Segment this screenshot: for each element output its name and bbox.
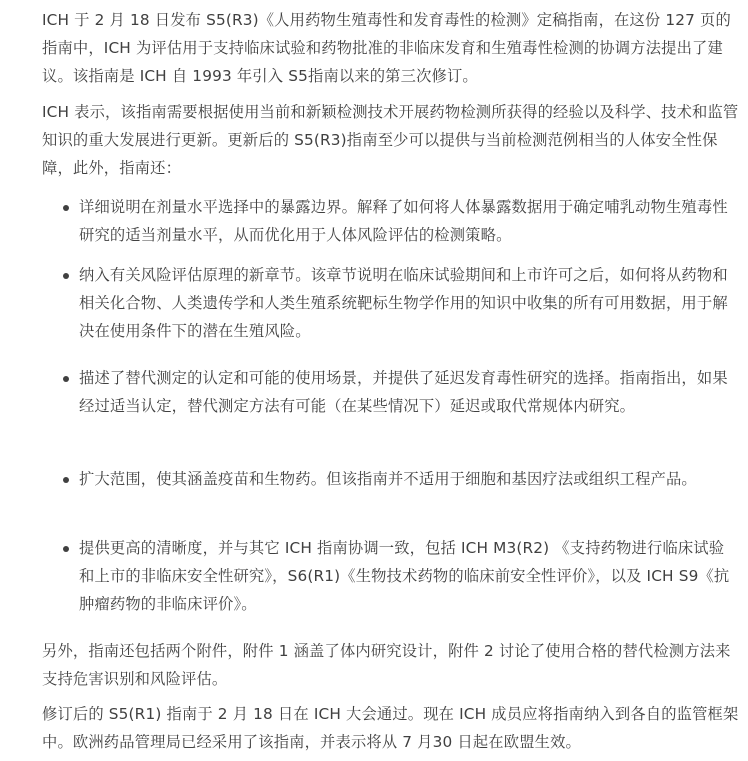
bullet-item-expanded-scope: 扩大范围，使其涵盖疫苗和生物药。但该指南并不适用于细胞和基因疗法或组织工程产品。 [79,470,697,488]
annex-paragraph: 另外，指南还包括两个附件，附件 1 涵盖了体内研究设计，附件 2 讨论了使用合格的替代检测方法来支持危害识别和风险评估。 [42,642,731,688]
bullet-dot [63,273,69,279]
adoption-paragraph: 修订后的 S5(R1) 指南于 2 月 18 日在 ICH 大会通过。现在 ICH 成员应将指南纳入到各自的监管框架中。欧洲药品管理局已经采用了该指南，并表示将从 7 月30 日起在欧盟生效。 [42,705,739,751]
bullet-dot [63,376,69,382]
bullet-dot [63,546,69,552]
bullet-dot [63,205,69,211]
bullet-item-harmonization: 提供更高的清晰度，并与其它 ICH 指南协调一致，包括 ICH M3(R2) 《支持药物进行临床试验和上市的非临床安全性研究》，S6(R1)《生物技术药物的临床前安全性评价》，以及 ICH S9《抗肿瘤药物的非临床评价》。 [79,539,730,613]
statement-paragraph: ICH 表示，该指南需要根据使用当前和新颖检测技术开展药物检测所获得的经验以及科学、技术和监管知识的重大发展进行更新。更新后的 S5(R3)指南至少可以提供与当前检测范例相当的人体安全性保障，此外，指南还： [42,103,739,177]
bullet-item-risk-assessment: 纳入有关风险评估原理的新章节。该章节说明在临床试验期间和上市许可之后，如何将从药物和相关化合物、人类遗传学和人类生殖系统靶标生物学作用的知识中收集的所有可用数据，用于解决在使用条件下的潜在生殖风险。 [79,266,728,340]
intro-paragraph: ICH 于 2 月 18 日发布 S5(R3)《人用药物生殖毒性和发育毒性的检测》定稿指南，在这份 127 页的指南中，ICH 为评估用于支持临床试验和药物批准的非临床发育和生殖毒性检测的协调方法提出了建议。该指南是 ICH 自 1993 年引入 S5指南以来的第三次修订。 [42,11,731,85]
bullet-dot [63,477,69,483]
bullet-item-exposure-margins: 详细说明在剂量水平选择中的暴露边界。解释了如何将人体暴露数据用于确定哺乳动物生殖毒性研究的适当剂量水平，从而优化用于人体风险评估的检测策略。 [79,198,728,244]
bullet-item-alternative-assays: 描述了替代测定的认定和可能的使用场景，并提供了延迟发育毒性研究的选择。指南指出，如果经过适当认定，替代测定方法有可能（在某些情况下）延迟或取代常规体内研究。 [79,369,728,415]
